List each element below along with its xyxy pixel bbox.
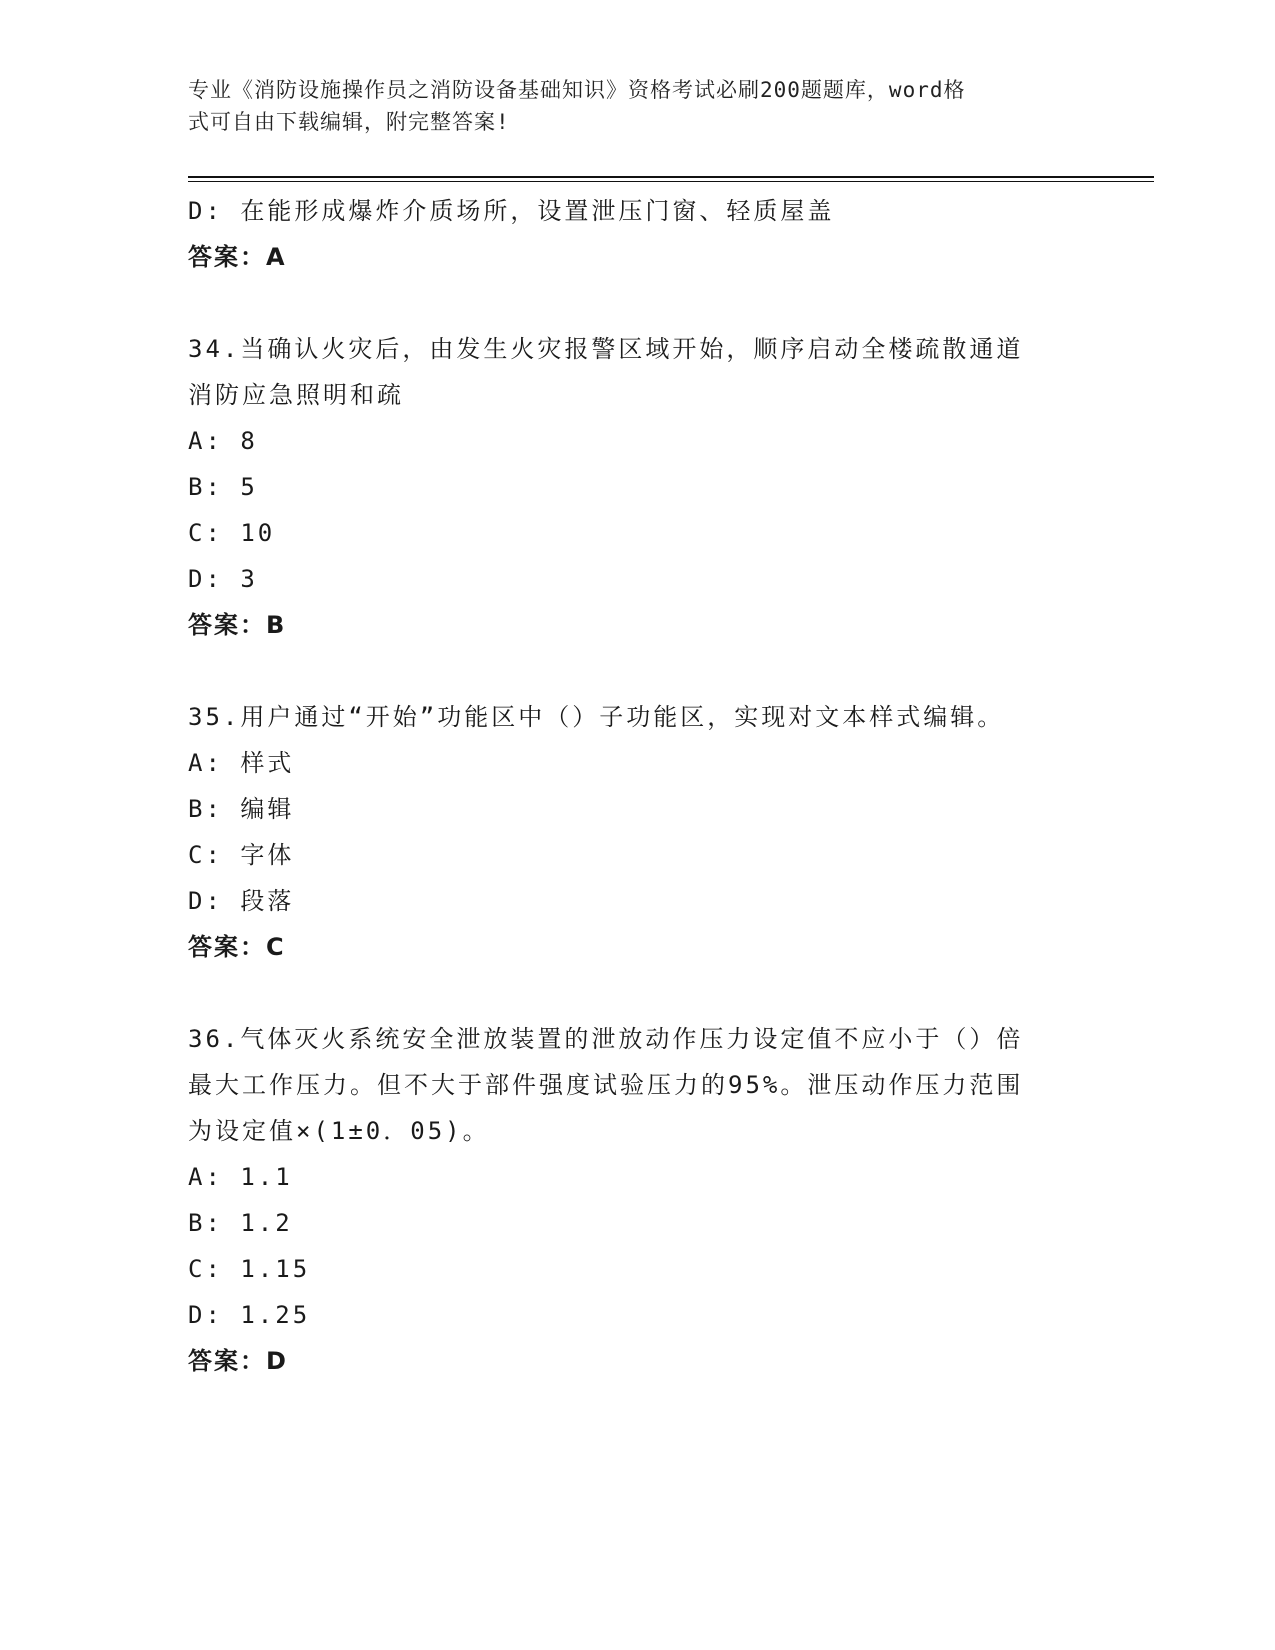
option-d: D: 3 (188, 565, 258, 593)
option-d: D: 1.25 (188, 1301, 311, 1329)
option-b: B: 编辑 (188, 795, 295, 823)
question-35 (188, 694, 1088, 970)
option-a: A: 1.1 (188, 1163, 293, 1191)
question-text-line: 34.当确认火灾后，由发生火灾报警区域开始，顺序启动全楼疏散通道 (188, 335, 1024, 363)
spacer (188, 280, 1088, 326)
option-c: C: 1.15 (188, 1255, 311, 1283)
spacer (188, 970, 1088, 1016)
question-text-line: 35.用户通过“开始”功能区中（）子功能区，实现对文本样式编辑。 (188, 703, 1005, 731)
option-c: C: 字体 (188, 841, 295, 869)
header-line-2: 式可自由下载编辑，附完整答案! (188, 110, 510, 134)
prev-answer: 答案：A (188, 243, 287, 271)
option-a: A: 8 (188, 427, 258, 455)
question-text-line: 最大工作压力。但不大于部件强度试验压力的95%。泄压动作压力范围 (188, 1071, 1024, 1099)
prev-option-d: D: 在能形成爆炸介质场所，设置泄压门窗、轻质屋盖 (188, 197, 835, 225)
header-line-1: 专业《消防设施操作员之消防设备基础知识》资格考试必刷200题题库，word格 (188, 78, 966, 102)
option-b: B: 1.2 (188, 1209, 293, 1237)
answer: 答案：D (188, 1347, 288, 1375)
question-36 (188, 1016, 1088, 1384)
question-text-line: 为设定值×(1±0．05)。 (188, 1117, 490, 1145)
document-body (188, 188, 1088, 1384)
question-text-line: 消防应急照明和疏 (188, 381, 404, 409)
option-b: B: 5 (188, 473, 258, 501)
spacer (188, 648, 1088, 694)
option-a: A: 样式 (188, 749, 295, 777)
header-divider-thick (188, 176, 1154, 178)
option-d: D: 段落 (188, 887, 295, 915)
question-34 (188, 326, 1088, 648)
question-text-line: 36.气体灭火系统安全泄放装置的泄放动作压力设定值不应小于（）倍 (188, 1025, 1024, 1053)
document-header (188, 74, 1068, 138)
header-divider-thin (188, 181, 1154, 182)
option-c: C: 10 (188, 519, 276, 547)
answer: 答案：C (188, 933, 286, 961)
answer: 答案：B (188, 611, 287, 639)
